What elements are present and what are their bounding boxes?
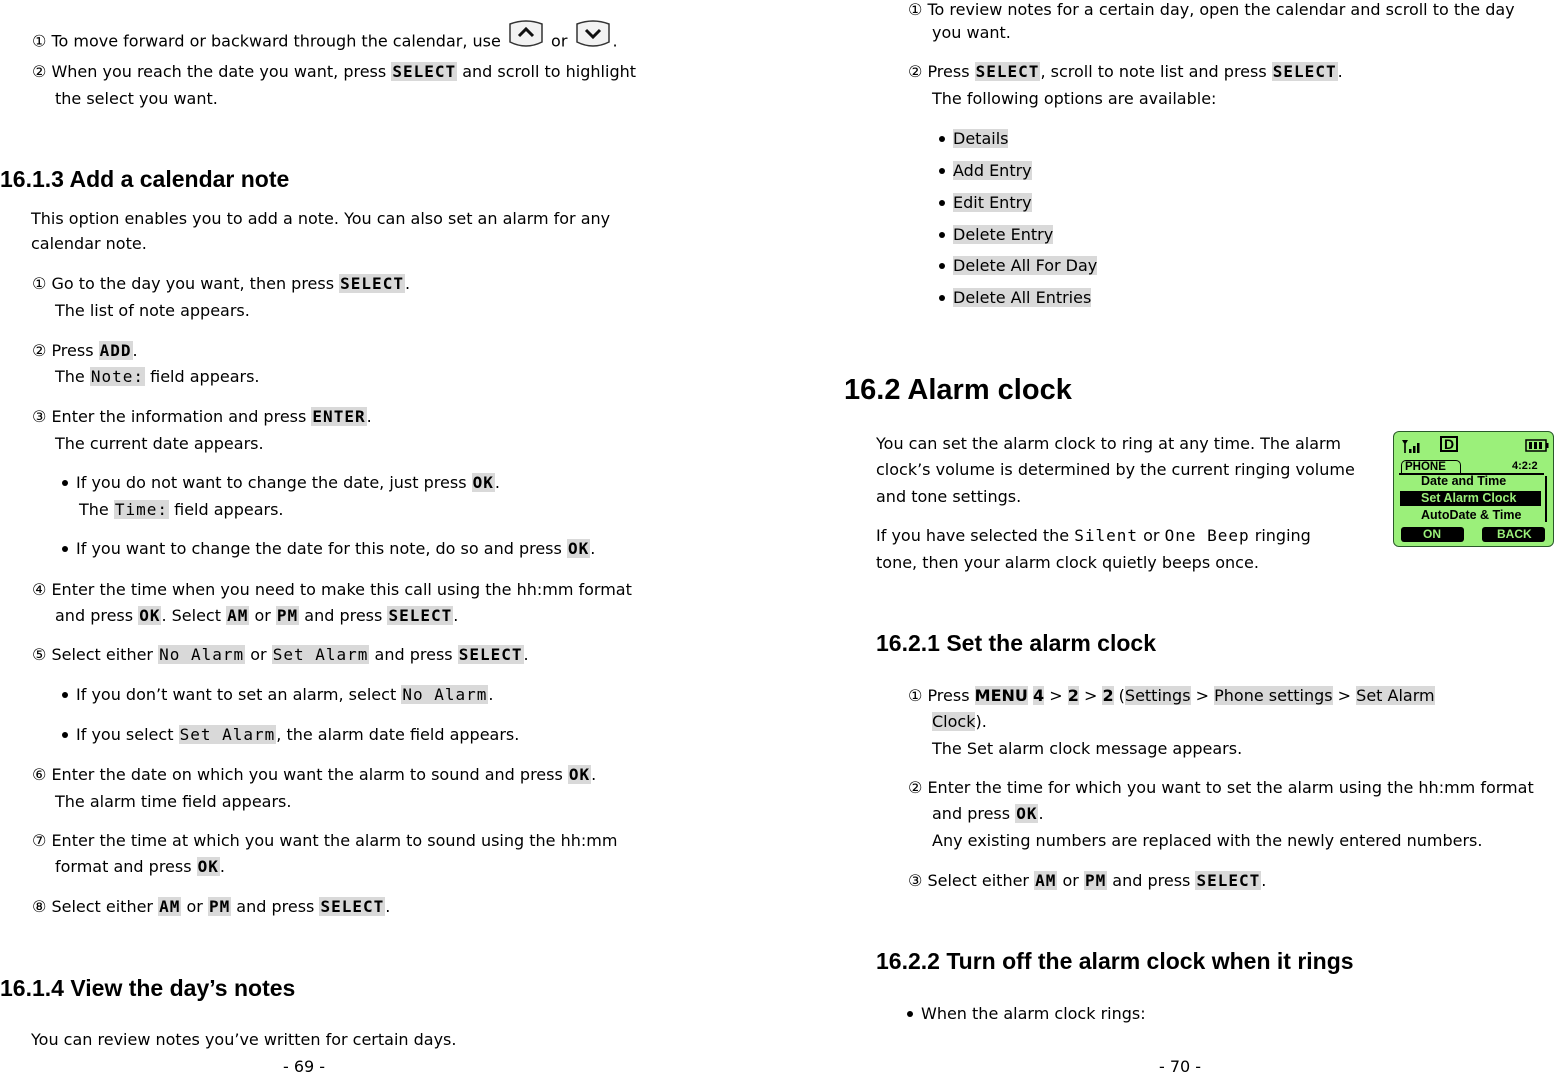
menu-date-and-time: Date and Time xyxy=(1421,474,1507,488)
set-alarm-step-2-line2: and press OK. xyxy=(932,804,1044,823)
add-step-5: ⑤ Select either No Alarm or Set Alarm and press SELECT. xyxy=(32,645,529,664)
add-step-4: ④ Enter the time when you need to make this call using the hh:mm format xyxy=(32,580,632,599)
review-step-1: ① To review notes for a certain day, open the calendar and scroll to the day xyxy=(908,0,1515,19)
bullet-icon xyxy=(62,692,68,698)
bullet-icon xyxy=(907,1011,913,1017)
add-step-8: ⑧ Select either AM or PM and press SELECT. xyxy=(32,897,391,916)
phone-clock: 4:2:2 xyxy=(1512,460,1538,472)
heading-16-1-4: 16.1.4 View the day’s notes xyxy=(0,975,296,1001)
heading-16-1-3: 16.1.3 Add a calendar note xyxy=(0,166,290,192)
set-alarm-step-3: ③ Select either AM or PM and press SELECT. xyxy=(908,871,1267,890)
bullet-icon xyxy=(939,136,945,142)
heading-16-2-2: 16.2.2 Turn off the alarm clock when it rings xyxy=(876,948,1354,974)
intro-line2: calendar note. xyxy=(31,234,147,253)
option-delete-all-for-day: Delete All For Day xyxy=(939,256,1097,276)
up-key-icon xyxy=(506,16,546,52)
option-edit-entry: Edit Entry xyxy=(939,193,1032,213)
set-alarm-step-2-line3: Any existing numbers are replaced with the newly entered numbers. xyxy=(932,831,1483,850)
review-step-1-line2: you want. xyxy=(932,23,1011,42)
heading-16-2-1: 16.2.1 Set the alarm clock xyxy=(876,630,1156,656)
heading-16-2: 16.2 Alarm clock xyxy=(844,374,1072,406)
add-step-3-line2: The current date appears. xyxy=(55,434,264,453)
view-notes-intro: You can review notes you’ve written for certain days. xyxy=(31,1030,457,1049)
add-step-1-line2: The list of note appears. xyxy=(55,301,250,320)
alarm-silent-line2: tone, then your alarm clock quietly beeps once. xyxy=(876,553,1259,572)
step-2: ② When you reach the date you want, press SELECT and scroll to highlight xyxy=(32,62,637,81)
alarm-silent-line1: If you have selected the Silent or One Beep ringing xyxy=(876,526,1311,545)
menu-set-alarm-clock: Set Alarm Clock xyxy=(1421,491,1517,505)
bullet-alarm-rings: When the alarm clock rings: xyxy=(907,1004,1146,1024)
network-indicator: D xyxy=(1440,436,1458,452)
step-2-line2: the select you want. xyxy=(55,89,218,108)
softkey-back-label: BACK xyxy=(1497,527,1532,541)
option-delete-all-entries: Delete All Entries xyxy=(939,288,1091,308)
step-nav: ① To move forward or backward through the calendar, use or . xyxy=(32,24,618,60)
add-step-1: ① Go to the day you want, then press SELECT. xyxy=(32,274,411,293)
bullet-icon xyxy=(939,263,945,269)
add-step-6-line2: The alarm time field appears. xyxy=(55,792,292,811)
bullet-keep-date: If you do not want to change the date, just press OK. xyxy=(62,473,500,493)
add-step-3: ③ Enter the information and press ENTER. xyxy=(32,407,372,426)
option-delete-entry: Delete Entry xyxy=(939,225,1053,245)
signal-icon xyxy=(1401,438,1423,454)
down-key-icon xyxy=(573,16,613,52)
alarm-intro-line2: clock’s volume is determined by the current ringing volume xyxy=(876,460,1355,479)
bullet-change-date: If you want to change the date for this note, do so and press OK. xyxy=(62,539,595,559)
battery-icon xyxy=(1525,439,1549,452)
bullet-icon xyxy=(939,295,945,301)
review-step-2: ② Press SELECT, scroll to note list and press SELECT. xyxy=(908,62,1343,81)
set-alarm-step-1: ① Press MENU 4 > 2 > 2 (Settings > Phone settings > Set Alarm xyxy=(908,686,1435,705)
add-step-4-line2: and press OK. Select AM or PM and press SELECT. xyxy=(55,606,459,625)
option-add-entry: Add Entry xyxy=(939,161,1032,181)
bullet-icon xyxy=(62,732,68,738)
scrollbar xyxy=(1545,476,1547,522)
softkey-on-label: ON xyxy=(1423,527,1441,541)
menu-autodate-time: AutoDate & Time xyxy=(1421,508,1522,522)
bullet-no-alarm: If you don’t want to set an alarm, select No Alarm. xyxy=(62,685,493,705)
bullet-keep-date-line2: The Time: field appears. xyxy=(79,500,284,519)
bullet-icon xyxy=(62,480,68,486)
phone-screen-image xyxy=(1393,431,1554,547)
add-step-7: ⑦ Enter the time at which you want the alarm to sound using the hh:mm xyxy=(32,831,618,850)
option-details: Details xyxy=(939,129,1008,149)
set-alarm-step-1-line3: The Set alarm clock message appears. xyxy=(932,739,1243,758)
set-alarm-step-2: ② Enter the time for which you want to set the alarm using the hh:mm format xyxy=(908,778,1534,797)
intro-line1: This option enables you to add a note. You can also set an alarm for any xyxy=(31,209,611,228)
bullet-icon xyxy=(62,546,68,552)
page-number-right: - 70 - xyxy=(1159,1057,1202,1076)
bullet-icon xyxy=(939,232,945,238)
bullet-set-alarm: If you select Set Alarm, the alarm date field appears. xyxy=(62,725,519,745)
add-step-7-line2: format and press OK. xyxy=(55,857,226,876)
page-number-left: - 69 - xyxy=(283,1057,326,1076)
phone-tab-label: PHONE xyxy=(1405,461,1446,473)
review-step-2-line2: The following options are available: xyxy=(932,89,1217,108)
set-alarm-step-1-line2: Clock). xyxy=(932,712,987,731)
add-step-2: ② Press ADD. xyxy=(32,341,138,360)
add-step-2-line2: The Note: field appears. xyxy=(55,367,260,386)
alarm-intro-line1: You can set the alarm clock to ring at any time. The alarm xyxy=(876,434,1341,453)
alarm-intro-line3: and tone settings. xyxy=(876,487,1022,506)
add-step-6: ⑥ Enter the date on which you want the alarm to sound and press OK. xyxy=(32,765,597,784)
bullet-icon xyxy=(939,200,945,206)
bullet-icon xyxy=(939,168,945,174)
